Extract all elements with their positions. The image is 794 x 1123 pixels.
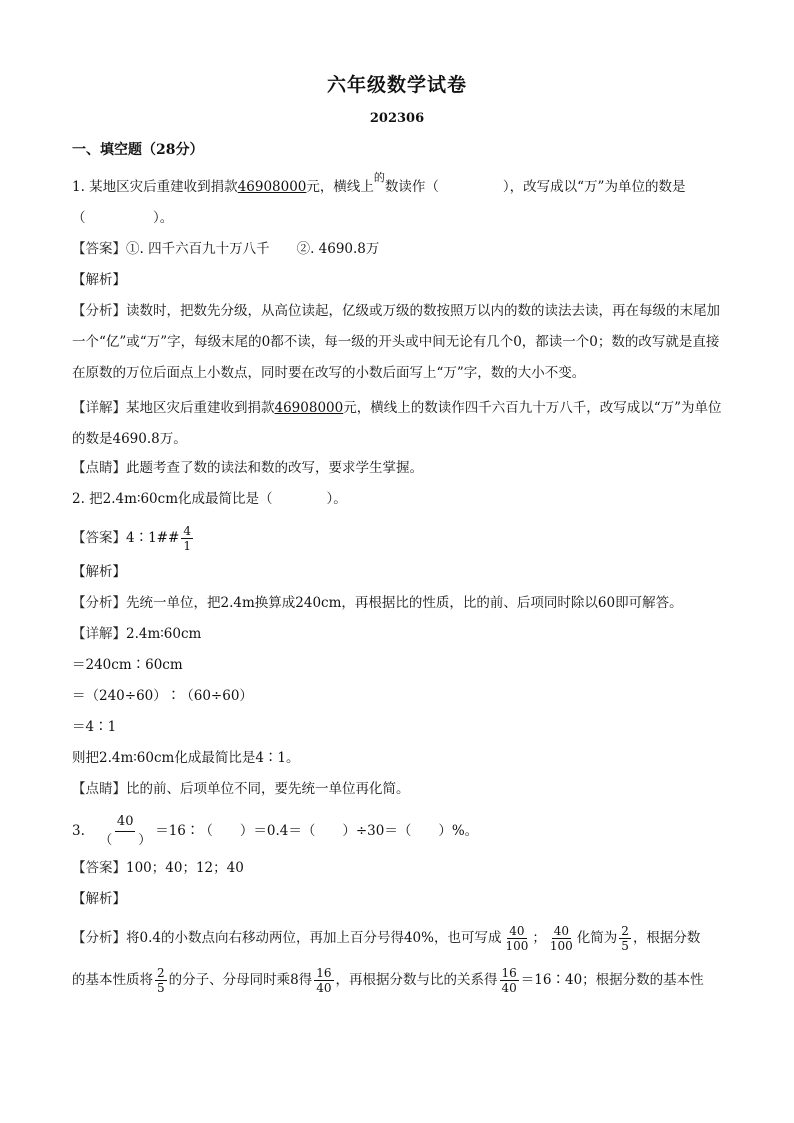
- q3-a3: 化简为: [576, 930, 618, 946]
- fraction-numerator: 16: [501, 966, 517, 980]
- q2-analysis-text: 先统一单位，把2.4m换算成240cm，再根据比的性质，比的前、后项同时除以60即可解答。: [126, 595, 683, 611]
- q2-detail: [72, 625, 724, 644]
- q2-step-3: ＝（240÷60）∶（60÷60）: [72, 688, 253, 704]
- q3-number: 3.: [72, 823, 85, 839]
- q1-sup: 的: [373, 171, 385, 184]
- q3-analysis-line1: [72, 921, 724, 955]
- answer-tag: 【答案】: [72, 860, 126, 876]
- q1-jiexi: 【解析】: [72, 272, 126, 288]
- q3-b1: 的基本性质将: [72, 972, 153, 988]
- fraction: [314, 966, 333, 995]
- q2-conclusion: 则把2.4m∶60cm化成最简比是4∶1。: [72, 750, 300, 766]
- fraction-numerator: 16: [316, 966, 332, 980]
- q1-tail: ），改写成以“万”为单位的数是: [502, 179, 686, 195]
- q3-b2: 的分子、分母同时乘8得: [168, 972, 313, 988]
- question-3: [72, 811, 724, 851]
- fraction-numerator: 2: [157, 966, 165, 980]
- q3-jiexi: 【解析】: [72, 891, 126, 907]
- section-heading: 一、填空题（28分）: [72, 142, 204, 158]
- q2-point-text: 比的前、后项单位不同，要先统一单位再化简。: [126, 781, 410, 797]
- detail-tag: 【详解】: [72, 626, 126, 642]
- q3-fraction: [97, 813, 153, 850]
- q3-a2: ；: [532, 930, 546, 946]
- q2-answer: [72, 521, 724, 555]
- q3-a4: ，根据分数: [632, 930, 701, 946]
- page-subtitle: 202306: [369, 111, 425, 126]
- fraction-numerator: 40: [509, 924, 525, 938]
- fraction: [503, 924, 530, 953]
- q1-answer-text: ①. 四千六百九十万八千 ②. 4690.8万: [126, 241, 380, 257]
- point-tag: 【点睛】: [72, 781, 126, 797]
- q1-analysis: [72, 296, 724, 389]
- q2-point: [72, 780, 724, 799]
- fraction-numerator: 40: [115, 813, 136, 832]
- detail-tag: 【详解】: [72, 400, 126, 416]
- fraction-denominator: 40: [316, 981, 332, 995]
- q3-a1: 将0.4的小数点向右移动两位，再加上百分号得40%，也可写成: [126, 930, 502, 946]
- q2-answer-text: 4∶1##: [126, 530, 180, 546]
- fraction-denominator: 5: [621, 939, 629, 953]
- exam-content: [72, 140, 724, 1005]
- analysis-tag: 【分析】: [72, 303, 126, 319]
- q3-b4: ＝16∶40；根据分数的基本性: [520, 972, 704, 988]
- analysis-tag: 【分析】: [72, 595, 126, 611]
- q1-mid2: 数读作（: [384, 179, 439, 195]
- q3-answer: [72, 859, 724, 878]
- q3-b3: ，再根据分数与比的关系得: [335, 972, 498, 988]
- q1-detail: [72, 393, 724, 455]
- fraction-denominator: （ ）: [99, 833, 152, 848]
- question-1: [72, 171, 724, 197]
- fraction-denominator: 40: [501, 981, 517, 995]
- fraction: [500, 966, 519, 995]
- point-tag: 【点睛】: [72, 460, 126, 476]
- q2-step-4: ＝4∶1: [72, 719, 117, 735]
- question-1-line2: （ ）。: [72, 210, 174, 226]
- fraction: [548, 924, 575, 953]
- q2-analysis: [72, 594, 724, 613]
- q2-answer-fraction: [181, 524, 193, 553]
- q1-detail-amount: 46908000: [274, 400, 344, 416]
- fraction-denominator: 100: [505, 939, 529, 953]
- page-title: 六年级数学试卷: [326, 74, 467, 96]
- fraction-denominator: 5: [157, 981, 165, 995]
- q3-question-rest: ＝16∶（ ）＝0.4＝（ ）÷30＝（ ）%。: [155, 823, 479, 839]
- fraction: [619, 924, 631, 953]
- q1-detail-a: 某地区灾后重建收到捐款: [126, 400, 275, 416]
- fraction-numerator: 2: [621, 924, 629, 938]
- q1-answer: [72, 240, 724, 259]
- q1-prefix: 1. 某地区灾后重建收到捐款: [72, 179, 238, 195]
- q1-point: [72, 459, 724, 478]
- answer-tag: 【答案】: [72, 241, 126, 257]
- q2-step-2: ＝240cm∶60cm: [72, 657, 183, 673]
- fraction-denominator: 100: [549, 939, 573, 953]
- q2-step-1: 2.4m∶60cm: [126, 626, 202, 642]
- q3-analysis-line2: [72, 963, 724, 997]
- q3-answer-text: 100；40；12；40: [126, 860, 244, 876]
- fraction: [155, 966, 167, 995]
- q1-detail-b: 元，横线上的数读作四千六百九十万八千，改写成以“万”为单位的数是4690.8万。: [72, 400, 722, 447]
- answer-tag: 【答案】: [72, 530, 126, 546]
- fraction-numerator: 4: [183, 524, 191, 538]
- q1-point-text: 此题考查了数的读法和数的改写，要求学生掌握。: [126, 460, 423, 476]
- fraction-numerator: 40: [553, 924, 569, 938]
- question-2: 2. 把2.4m∶60cm化成最简比是（ ）。: [72, 491, 347, 507]
- fraction-denominator: 1: [183, 539, 191, 553]
- analysis-tag: 【分析】: [72, 930, 126, 946]
- q1-mid: 元，横线上: [306, 179, 374, 195]
- q1-amount: 46908000: [237, 179, 307, 195]
- q2-jiexi: 【解析】: [72, 564, 126, 580]
- q1-analysis-text: 读数时，把数先分级，从高位读起，亿级或万级的数按照万以内的数的读法去读，再在每级的末尾加一个“亿”或“万”字，每级末尾的0都不读，每一级的开头或中间无论有几个0，都读一个0；数的改写就是直接在原数的万位后面点上小数点，同时要在改写的小数后面写上“万”字，数的大小不变。: [72, 303, 720, 381]
